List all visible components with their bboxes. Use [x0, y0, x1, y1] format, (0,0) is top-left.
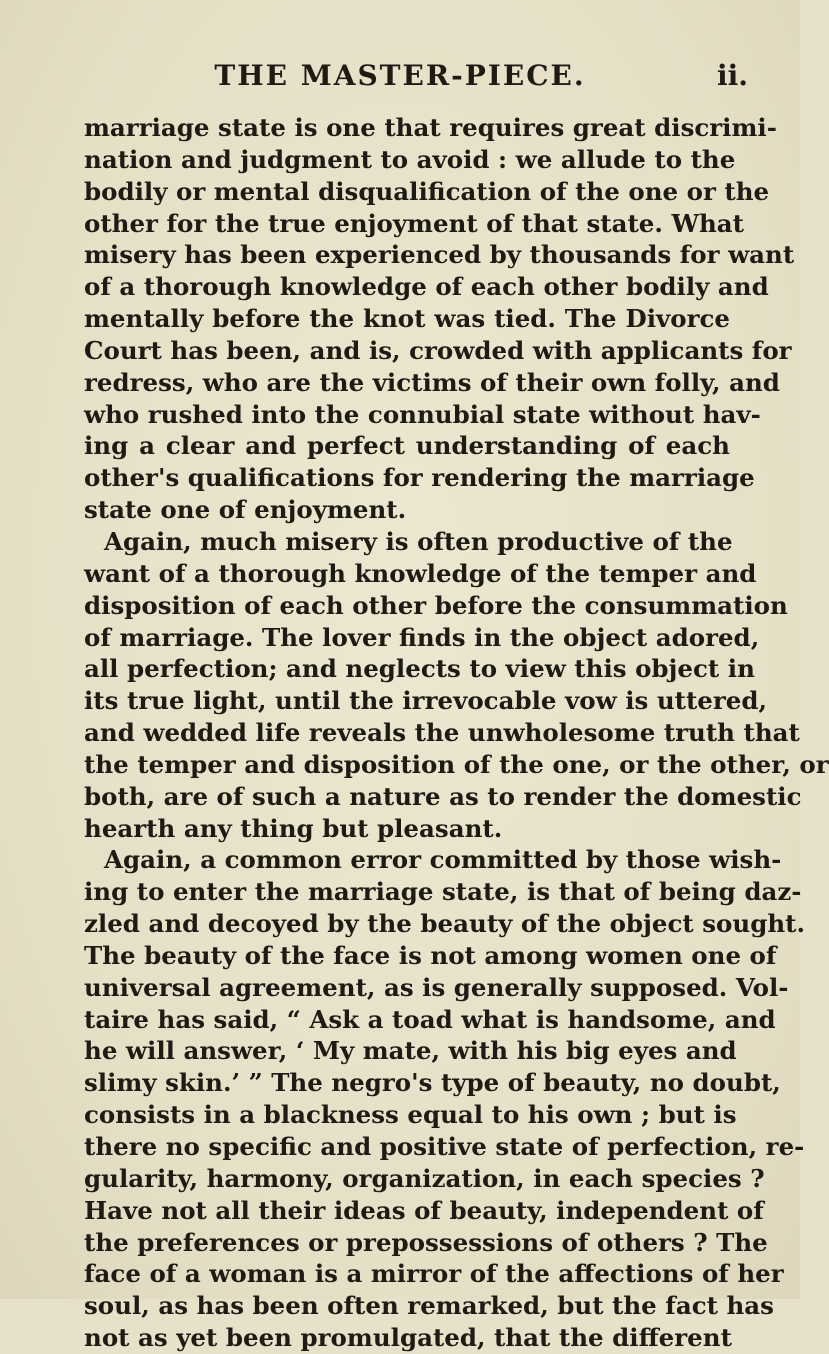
text-line: face of a woman is a mirror of the affections of her	[84, 1259, 784, 1289]
text-line: want of a thorough knowledge of the temper and	[84, 558, 757, 588]
text-line: of marriage. The lover finds in the object adored,	[84, 622, 760, 652]
text-line: consists in a blackness equal to his own ; but is	[84, 1100, 737, 1130]
text-line: state one of enjoyment.	[84, 495, 407, 525]
text-line: its true light, until the irrevocable vow is uttered,	[84, 686, 768, 716]
text-line: he will answer, ‘ My mate, with his big eyes and	[84, 1036, 737, 1066]
text-line: who rushed into the connubial state without hav-	[84, 399, 761, 429]
text-line: ing to enter the marriage state, is that of being daz-	[84, 877, 802, 907]
running-title: THE MASTER-PIECE.	[214, 59, 586, 92]
text-line: redress, who are the victims of their own folly, and	[84, 367, 780, 397]
text-line: Again, a common error committed by those wish-	[104, 845, 782, 875]
text-line: gularity, harmony, organization, in each species ?	[84, 1163, 765, 1193]
text-line: the temper and disposition of the one, or the other, or	[84, 749, 829, 779]
text-line: zled and decoyed by the beauty of the object sought.	[84, 909, 805, 939]
text-line: other for the true enjoyment of that state. What	[84, 208, 744, 238]
text-line: The beauty of the face is not among women one of	[84, 940, 777, 970]
text-line: there no specific and positive state of perfection, re-	[84, 1132, 805, 1161]
text-line: all perfection; and neglects to view this object in	[84, 654, 755, 684]
text-line: hearth any thing but pleasant.	[84, 813, 503, 843]
text-line: not as yet been promulgated, that the different	[84, 1323, 732, 1353]
text-line: taire has said, “ Ask a toad what is handsome, and	[84, 1004, 776, 1034]
text-line: of a thorough knowledge of each other bodily and	[84, 272, 769, 302]
text-line: the preferences or prepossessions of others ? The	[84, 1227, 768, 1257]
text-line: marriage state is one that requires great discrimi-	[84, 113, 777, 142]
text-line: soul, as has been often remarked, but the fact has	[84, 1291, 774, 1321]
text-line: ing a clear and perfect understanding of each	[84, 431, 730, 461]
text-line: Have not all their ideas of beauty, independent of	[84, 1195, 764, 1225]
text-line: and wedded life reveals the unwholesome truth that	[84, 718, 800, 748]
text-line: both, are of such a nature as to render the domestic	[84, 781, 802, 811]
text-line: misery has been experienced by thousands for want	[84, 240, 795, 270]
text-line: nation and judgment to avoid : we allude to the	[84, 144, 736, 174]
text-line: Again, much misery is often productive of the	[104, 526, 733, 556]
running-head	[0, 56, 800, 96]
text-line: bodily or mental disqualification of the one or the	[84, 176, 770, 206]
page-number: ii.	[717, 59, 749, 92]
text-line: other's qualifications for rendering the marriage	[84, 463, 755, 493]
text-line: disposition of each other before the consummation	[84, 590, 788, 620]
text-line: slimy skin.’ ” The negro's type of beauty, no doubt,	[84, 1068, 781, 1098]
text-line: Court has been, and is, crowded with applicants for	[84, 335, 792, 365]
text-line: universal agreement, as is generally supposed. Vol-	[84, 972, 789, 1002]
body-text	[84, 112, 829, 1354]
text-line: mentally before the knot was tied. The Divorce	[84, 304, 730, 334]
